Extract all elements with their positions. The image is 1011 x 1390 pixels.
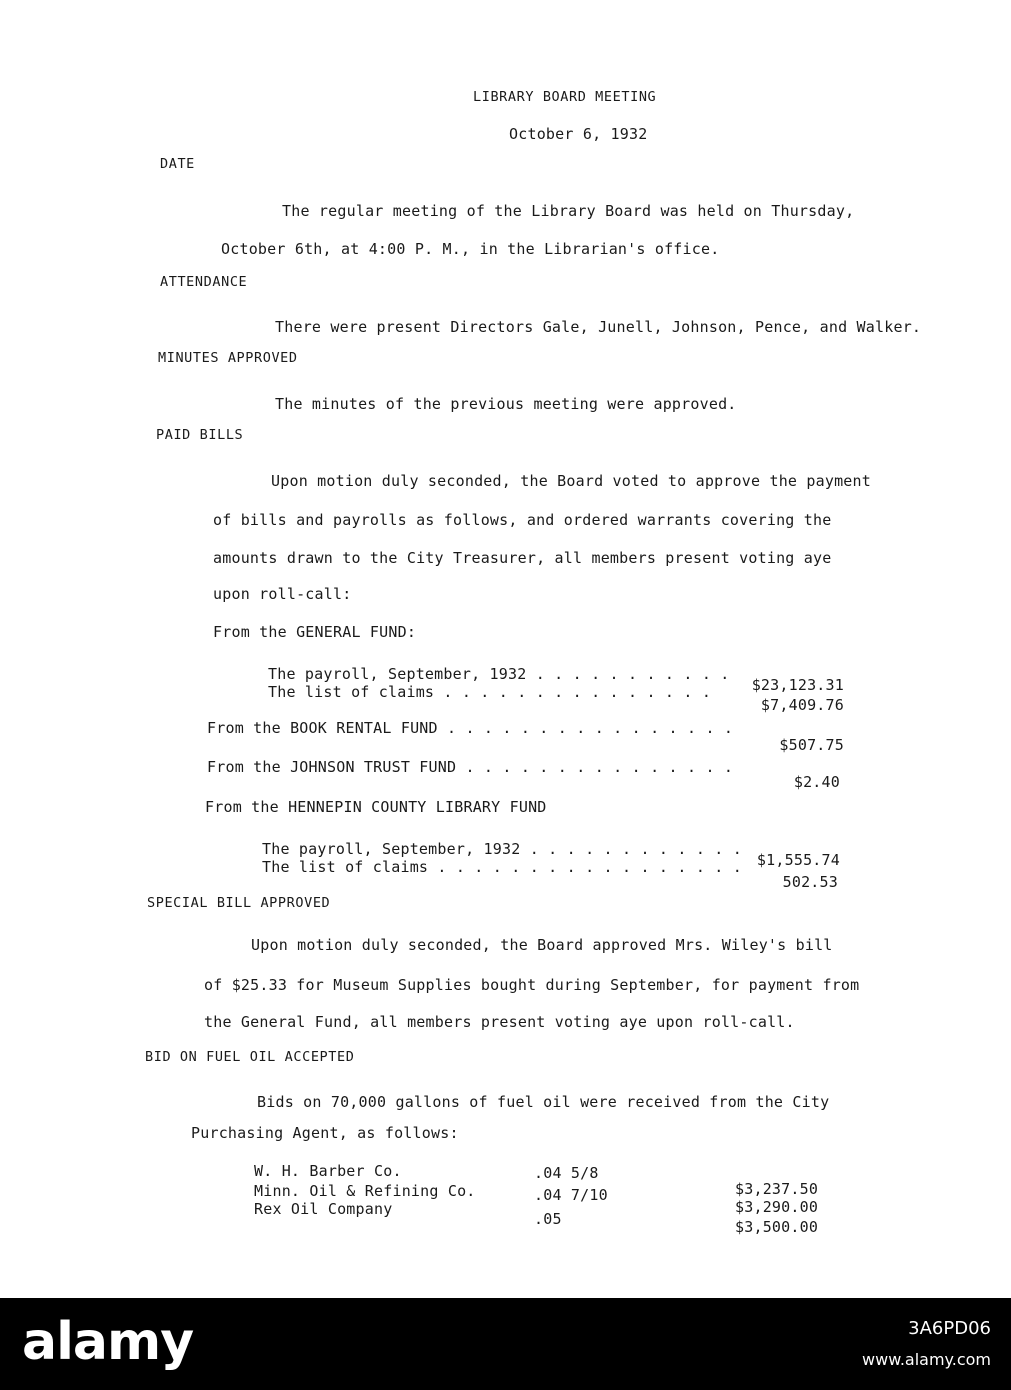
general-fund-payroll-label: The payroll, September, 1932 . . . . . . . . . . . bbox=[268, 665, 730, 683]
hennepin-claims-amount: 502.53 bbox=[782, 873, 838, 891]
book-rental-fund-label: From the BOOK RENTAL FUND . . . . . . . . . . . . . . . . bbox=[207, 719, 734, 737]
special-bill-text-line-1: Upon motion duly seconded, the Board approved Mrs. Wiley's bill bbox=[251, 936, 833, 954]
attendance-text: There were present Directors Gale, Junell, Johnson, Pence, and Walker. bbox=[275, 318, 922, 336]
special-bill-text-line-3: the General Fund, all members present voting aye upon roll-call. bbox=[204, 1013, 795, 1031]
date-text-line-2: October 6th, at 4:00 P. M., in the Librarian's office. bbox=[221, 240, 720, 258]
bid-rate: .05 bbox=[534, 1210, 562, 1228]
paid-bills-text-line-4: upon roll-call: bbox=[213, 585, 352, 603]
hennepin-payroll-label: The payroll, September, 1932 . . . . . . . . . . . . bbox=[262, 840, 742, 858]
hennepin-payroll-amount: $1,555.74 bbox=[756, 851, 840, 869]
heading-attendance: ATTENDANCE bbox=[160, 274, 248, 290]
paid-bills-text-line-1: Upon motion duly seconded, the Board voted to approve the payment bbox=[271, 472, 871, 490]
heading-minutes-approved: MINUTES APPROVED bbox=[158, 350, 298, 366]
bid-rate: .04 5/8 bbox=[534, 1164, 599, 1182]
document-date: October 6, 1932 bbox=[509, 125, 648, 143]
hennepin-claims-label: The list of claims . . . . . . . . . . . . . . . . . bbox=[262, 858, 742, 876]
johnson-trust-fund-label: From the JOHNSON TRUST FUND . . . . . . . . . . . . . . . bbox=[207, 758, 734, 776]
general-fund-claims-amount: $7,409.76 bbox=[760, 696, 844, 714]
general-fund-payroll-amount: $23,123.31 bbox=[751, 676, 844, 694]
bid-total: $3,290.00 bbox=[735, 1198, 819, 1216]
heading-special-bill: SPECIAL BILL APPROVED bbox=[147, 895, 331, 911]
alamy-logo: alamy bbox=[22, 1312, 194, 1372]
bid-company: Minn. Oil & Refining Co. bbox=[254, 1182, 476, 1200]
document-title: LIBRARY BOARD MEETING bbox=[473, 89, 657, 105]
bid-rate: .04 7/10 bbox=[534, 1186, 608, 1204]
general-fund-claims-label: The list of claims . . . . . . . . . . . . . . . bbox=[268, 683, 712, 701]
date-text-line-1: The regular meeting of the Library Board was held on Thursday, bbox=[282, 202, 855, 220]
bid-total: $3,500.00 bbox=[735, 1218, 819, 1236]
watermark-banner bbox=[0, 1298, 1011, 1390]
minutes-text: The minutes of the previous meeting were approved. bbox=[275, 395, 737, 413]
book-rental-fund-amount: $507.75 bbox=[779, 736, 844, 754]
watermark-url: www.alamy.com bbox=[862, 1350, 991, 1369]
special-bill-text-line-2: of $25.33 for Museum Supplies bought during September, for payment from bbox=[204, 976, 860, 994]
heading-fuel-oil: BID ON FUEL OIL ACCEPTED bbox=[145, 1049, 355, 1065]
fuel-oil-text-line-1: Bids on 70,000 gallons of fuel oil were received from the City bbox=[257, 1093, 830, 1111]
bid-total: $3,237.50 bbox=[735, 1180, 819, 1198]
paid-bills-text-line-2: of bills and payrolls as follows, and ordered warrants covering the bbox=[213, 511, 832, 529]
johnson-trust-fund-amount: $2.40 bbox=[793, 773, 840, 791]
image-code: 3A6PD06 bbox=[908, 1318, 991, 1339]
paid-bills-text-line-3: amounts drawn to the City Treasurer, all members present voting aye bbox=[213, 549, 832, 567]
bid-company: W. H. Barber Co. bbox=[254, 1162, 402, 1180]
bid-company: Rex Oil Company bbox=[254, 1200, 393, 1218]
hennepin-fund-label: From the HENNEPIN COUNTY LIBRARY FUND bbox=[205, 798, 547, 816]
heading-date: DATE bbox=[160, 156, 195, 172]
heading-paid-bills: PAID BILLS bbox=[156, 427, 244, 443]
fuel-oil-text-line-2: Purchasing Agent, as follows: bbox=[191, 1124, 459, 1142]
general-fund-label: From the GENERAL FUND: bbox=[213, 623, 417, 641]
